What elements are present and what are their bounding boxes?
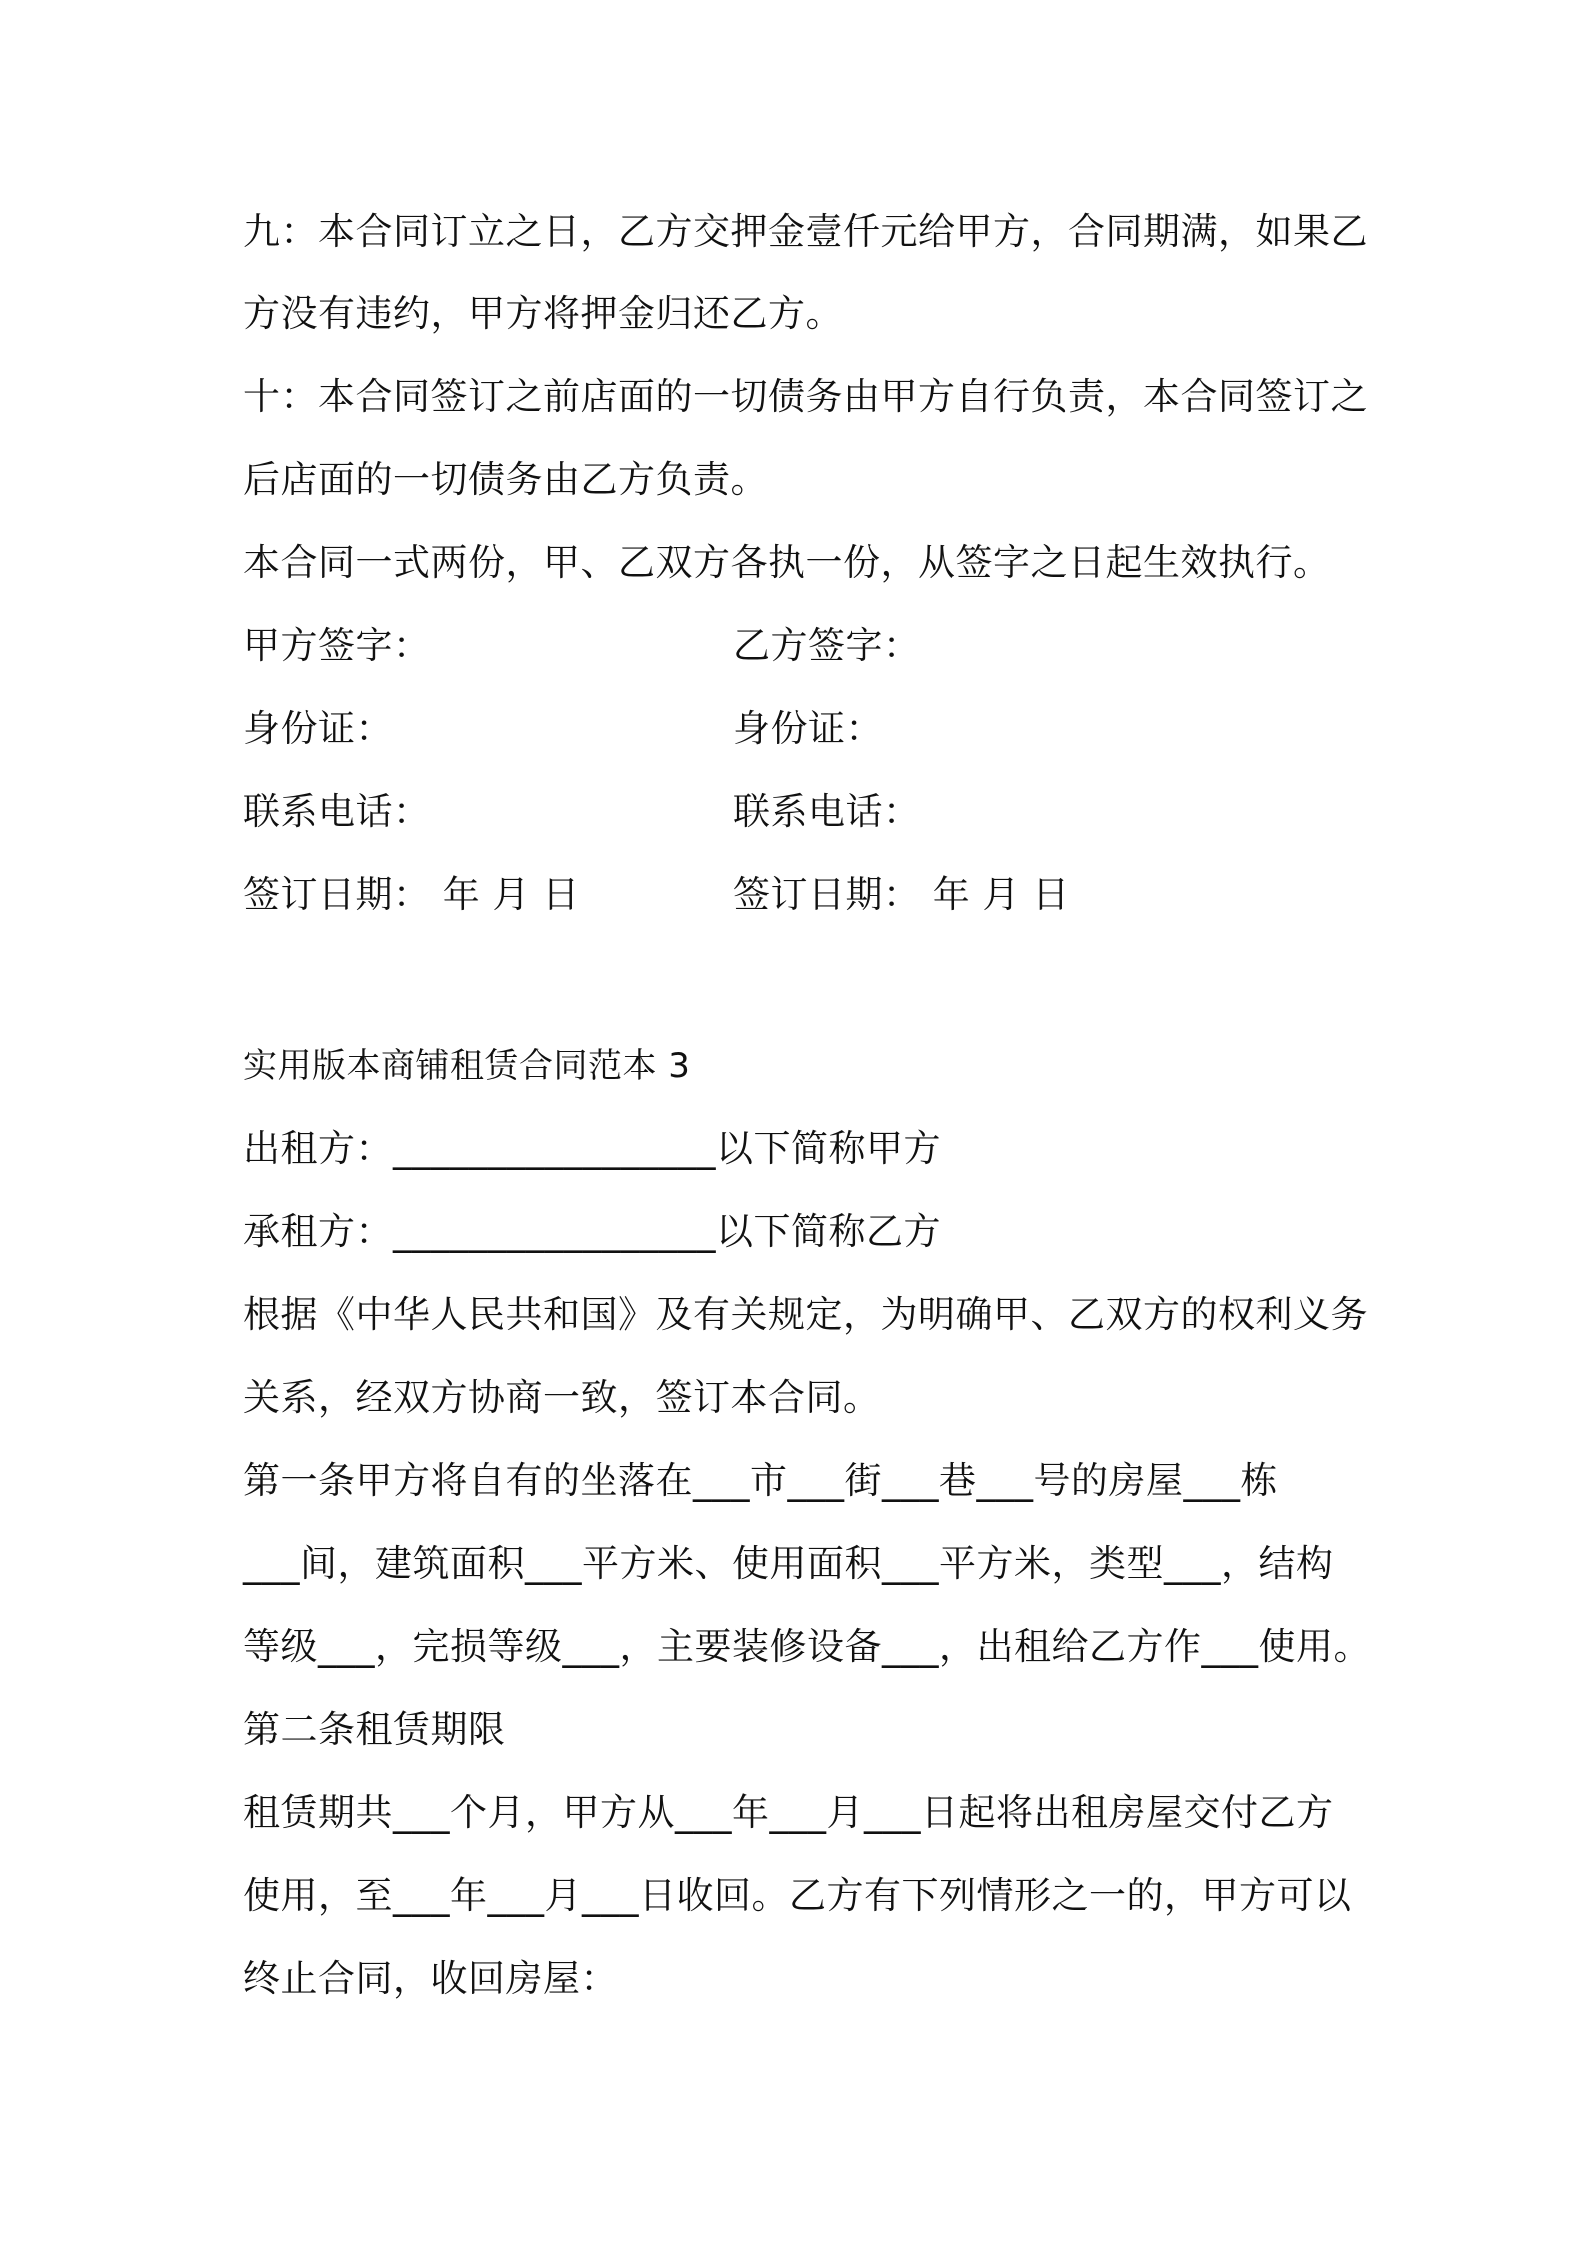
clause-10-line-1: 十：本合同签订之前店面的一切债务由甲方自行负责，本合同签订之 [243,375,1368,418]
preamble-line-2: 关系，经双方协商一致，签订本合同。 [243,1376,881,1419]
article-2-line-2: 使用，至___年___月___日收回。乙方有下列情形之一的，甲方可以 [243,1874,1352,1917]
party-a-signature-label: 甲方签字： [243,624,431,667]
lessee-line: 承租方：_________________以下简称乙方 [243,1210,941,1253]
article-2-line-3: 终止合同，收回房屋： [243,1957,618,2000]
clause-9-line-1: 九：本合同订立之日，乙方交押金壹仟元给甲方，合同期满，如果乙 [243,210,1368,253]
party-b-signature-label: 乙方签字： [733,624,921,667]
article-1-line-3: 等级___，完损等级___，主要装修设备___，出租给乙方作___使用。 [243,1625,1371,1668]
lessor-line: 出租方：_________________以下简称甲方 [243,1127,941,1170]
article-1-line-2: ___间，建筑面积___平方米、使用面积___平方米，类型___，结构 [243,1542,1334,1585]
article-2-line-1: 租赁期共___个月，甲方从___年___月___日起将出租房屋交付乙方 [243,1791,1334,1834]
clause-10-line-2: 后店面的一切债务由乙方负责。 [243,458,768,501]
party-a-date-label: 签订日期： 年 月 日 [243,873,580,916]
preamble-line-1: 根据《中华人民共和国》及有关规定，为明确甲、乙双方的权利义务 [243,1293,1368,1336]
clause-9-line-2: 方没有违约，甲方将押金归还乙方。 [243,292,843,335]
party-b-phone-label: 联系电话： [733,790,921,833]
article-1-line-1: 第一条甲方将自有的坐落在___市___街___巷___号的房屋___栋 [243,1459,1278,1502]
copies-clause: 本合同一式两份，甲、乙双方各执一份，从签字之日起生效执行。 [243,541,1331,584]
article-2-heading: 第二条租赁期限 [243,1708,506,1751]
party-b-date-label: 签订日期： 年 月 日 [733,873,1070,916]
party-b-id-label: 身份证： [733,707,883,750]
party-a-id-label: 身份证： [243,707,393,750]
contract-3-title: 实用版本商铺租赁合同范本 3 [243,1046,691,1086]
party-a-phone-label: 联系电话： [243,790,431,833]
